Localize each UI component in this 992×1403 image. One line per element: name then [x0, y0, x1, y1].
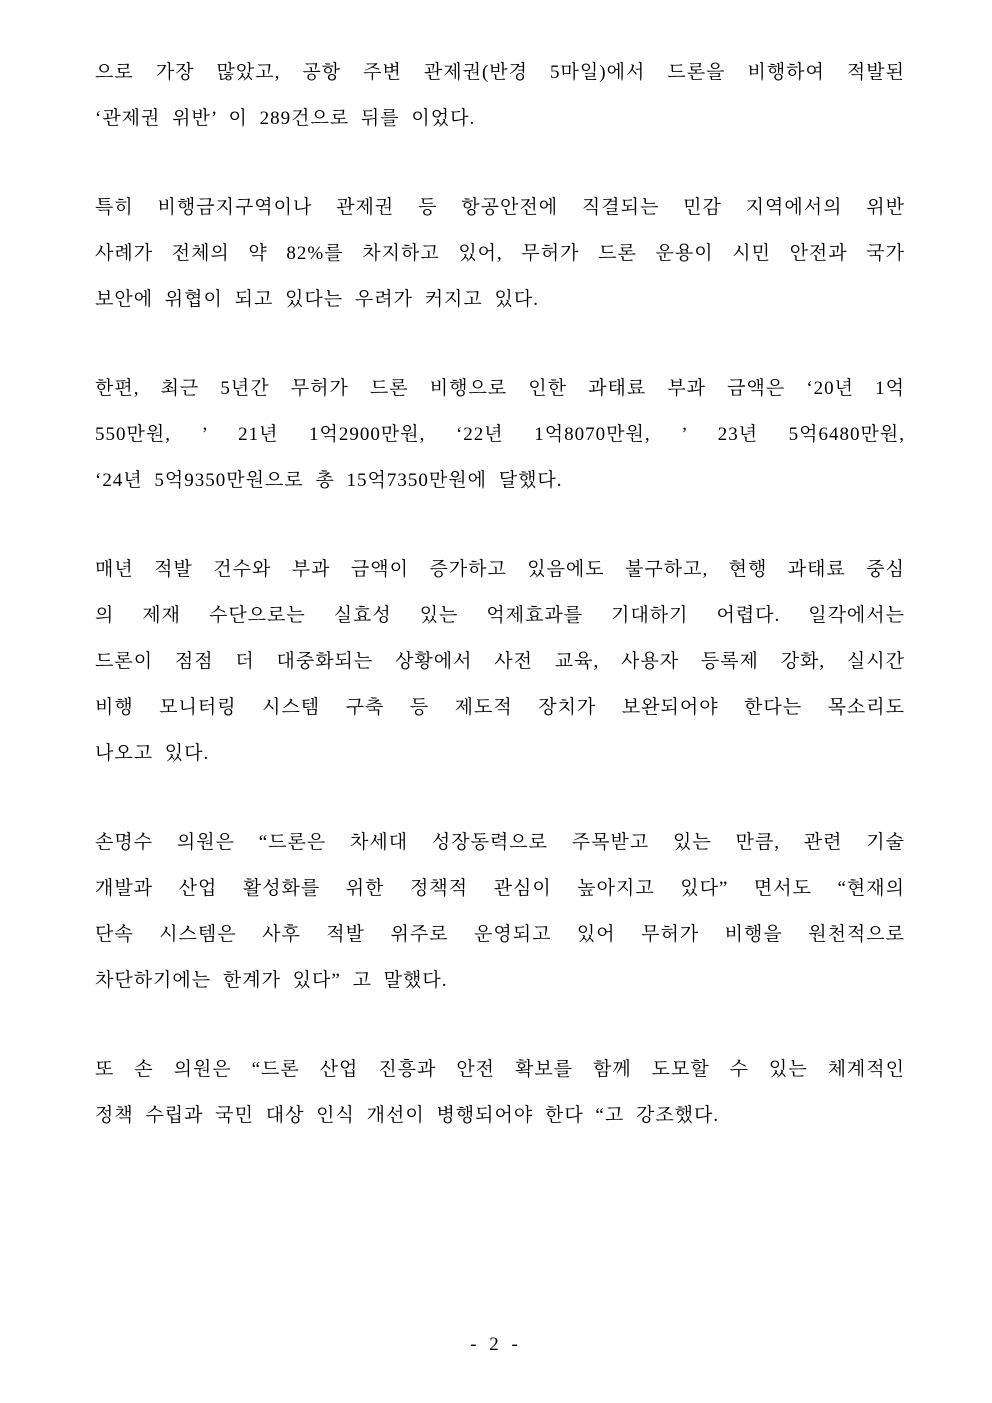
text-line: 사례가 전체의 약 82%를 차지하고 있어, 무허가 드론 운용이 시민 안전과 국가: [95, 243, 905, 264]
text-line: 정책 수립과 국민 대상 인식 개선이 병행되어야 한다 “고 강조했다.: [95, 1105, 720, 1126]
text-line: 나오고 있다.: [95, 743, 210, 764]
text-line: 비행 모니터링 시스템 구축 등 제도적 장치가 보완되어야 한다는 목소리도: [95, 697, 905, 718]
paragraph-violation-ranking: [95, 50, 905, 142]
text-line: 특히 비행금지구역이나 관제권 등 항공안전에 직결되는 민감 지역에서의 위반: [95, 197, 905, 218]
text-line: 드론이 점점 더 대중화되는 상황에서 사전 교육, 사용자 등록제 강화, 실시간: [95, 651, 905, 672]
text-line: ‘24년 5억9350만원으로 총 15억7350만원에 달했다.: [95, 470, 563, 491]
text-line: 으로 가장 많았고, 공항 주변 관제권(반경 5마일)에서 드론을 비행하여 적발된: [95, 62, 905, 83]
paragraph-fine-amounts: [95, 366, 905, 504]
page-number: - 2 -: [470, 1334, 522, 1355]
text-line: 550만원, ’ 21년 1억2900만원, ‘22년 1억8070만원, ’ 23년 5억6480만원,: [95, 424, 905, 445]
text-line: 매년 적발 건수와 부과 금액이 증가하고 있음에도 불구하고, 현행 과태료 중심: [95, 559, 905, 580]
page-footer: [0, 1322, 992, 1368]
text-line: ‘관제권 위반’ 이 289건으로 뒤를 이었다.: [95, 108, 476, 129]
document-body: [95, 50, 905, 1182]
paragraph-son-quote-1: [95, 820, 905, 1004]
text-line: 손명수 의원은 “드론은 차세대 성장동력으로 주목받고 있는 만큼, 관련 기술: [95, 832, 905, 853]
text-line: 차단하기에는 한계가 있다” 고 말했다.: [95, 970, 448, 991]
paragraph-sensitive-areas: [95, 185, 905, 323]
text-line: 단속 시스템은 사후 적발 위주로 운영되고 있어 무허가 비행을 원천적으로: [95, 924, 905, 945]
text-line: 개발과 산업 활성화를 위한 정책적 관심이 높아지고 있다” 면서도 “현재의: [95, 878, 905, 899]
paragraph-deterrence-limits: [95, 547, 905, 777]
text-line: 보안에 위협이 되고 있다는 우려가 커지고 있다.: [95, 289, 539, 310]
paragraph-son-quote-2: [95, 1047, 905, 1139]
text-line: 한편, 최근 5년간 무허가 드론 비행으로 인한 과태료 부과 금액은 ‘20년 1억: [95, 378, 905, 399]
text-line: 의 제재 수단으로는 실효성 있는 억제효과를 기대하기 어렵다. 일각에서는: [95, 605, 905, 626]
text-line: 또 손 의원은 “드론 산업 진흥과 안전 확보를 함께 도모할 수 있는 체계적인: [95, 1059, 905, 1080]
